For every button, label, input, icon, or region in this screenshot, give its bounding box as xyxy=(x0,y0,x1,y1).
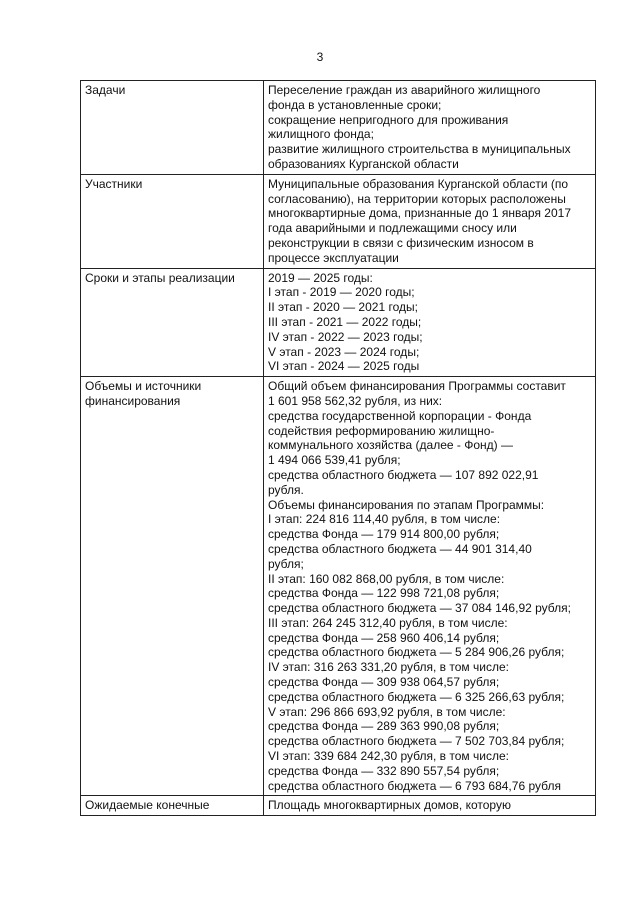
passport-value-line: средства Фонда — 258 960 406,14 рубля; xyxy=(268,630,500,645)
passport-value-line: 2019 — 2025 годы: xyxy=(268,270,373,285)
passport-value-line: V этап: 296 866 693,92 рубля, в том числе: xyxy=(268,704,506,719)
passport-row xyxy=(81,268,596,377)
passport-row xyxy=(81,796,596,816)
passport-row-label: Участники xyxy=(81,174,264,268)
passport-value-line: Муниципальные образования Курганской области (по xyxy=(268,176,569,191)
passport-value-line: многоквартирные дома, признанные до 1 января 2017 xyxy=(268,206,571,221)
passport-value-line: Площадь многоквартирных домов, которую xyxy=(268,798,511,813)
passport-value-line: образованиях Курганской области xyxy=(268,156,459,171)
passport-value-line: II этап - 2020 — 2021 годы; xyxy=(268,300,418,315)
passport-row-value xyxy=(264,796,596,816)
passport-value-line: средства областного бюджета — 44 901 314,40 xyxy=(268,541,532,556)
passport-value-line: средства областного бюджета — 6 325 266,63 рубля; xyxy=(268,689,565,704)
passport-value-line: содействия реформированию жилищно- xyxy=(268,423,495,438)
passport-value-line: Переселение граждан из аварийного жилищного xyxy=(268,83,541,97)
passport-value-line: средства областного бюджета — 37 084 146,92 рубля; xyxy=(268,601,571,616)
passport-value-line: Объемы финансирования по этапам Программы: xyxy=(268,497,545,512)
page-number: 3 xyxy=(316,50,324,64)
passport-value-line: коммунального хозяйства (далее - Фонд) — xyxy=(268,438,513,453)
passport-value-line: средства государственной корпорации - Фонда xyxy=(268,408,532,423)
passport-value-line: средства областного бюджета — 5 284 906,26 рубля; xyxy=(268,645,565,660)
passport-value-line: средства областного бюджета — 7 502 703,84 рубля; xyxy=(268,734,565,749)
passport-value-line: III этап - 2021 — 2022 годы; xyxy=(268,314,422,329)
passport-row-value xyxy=(264,174,596,268)
passport-value-line: II этап: 160 082 868,00 рубля, в том числе: xyxy=(268,571,505,586)
passport-row-label: Сроки и этапы реализации xyxy=(81,268,264,377)
passport-value-line: жилищного фонда; xyxy=(268,127,374,142)
passport-value-line: средства Фонда — 309 938 064,57 рубля; xyxy=(268,675,500,690)
passport-value-line: III этап: 264 245 312,40 рубля, в том числе: xyxy=(268,615,508,630)
passport-value-line: I этап: 224 816 114,40 рубля, в том числе: xyxy=(268,512,501,527)
passport-value-line: V этап - 2023 — 2024 годы; xyxy=(268,344,420,359)
passport-value-line: года аварийными и подлежащими сносу или xyxy=(268,221,517,236)
passport-row-label: Ожидаемые конечные xyxy=(81,796,264,816)
passport-table-body xyxy=(81,81,596,816)
passport-value-line: I этап - 2019 — 2020 годы; xyxy=(268,285,415,300)
passport-row-value xyxy=(264,377,596,796)
passport-value-line: средства Фонда — 289 363 990,08 рубля; xyxy=(268,719,500,734)
program-passport-table xyxy=(80,80,596,816)
passport-value-line: IV этап - 2022 — 2023 годы; xyxy=(268,329,423,344)
passport-value-line: Общий объем финансирования Программы составит xyxy=(268,379,566,394)
passport-row-label: Объемы и источники финансирования xyxy=(81,377,264,796)
passport-value-line: согласованию), на территории которых расположены xyxy=(268,191,566,206)
passport-value-line: фонда в установленные сроки; xyxy=(268,97,442,112)
passport-row-value xyxy=(264,268,596,377)
passport-value-line: VI этап - 2024 — 2025 годы xyxy=(268,359,420,374)
passport-row-label: Задачи xyxy=(81,81,264,175)
passport-value-line: средства Фонда — 332 890 557,54 рубля; xyxy=(268,763,500,778)
passport-value-line: реконструкции в связи с физическим износом в xyxy=(268,235,534,250)
passport-value-line: процессе эксплуатации xyxy=(268,250,399,265)
passport-row xyxy=(81,377,596,796)
passport-value-line: развитие жилищного строительства в муниципальных xyxy=(268,142,571,157)
passport-value-line: 1 494 066 539,41 рубля; xyxy=(268,453,401,468)
passport-value-line: средства Фонда — 122 998 721,08 рубля; xyxy=(268,586,500,601)
passport-value-line: рубля; xyxy=(268,556,304,571)
passport-value-line: 1 601 958 562,32 рубля, из них: xyxy=(268,393,443,408)
passport-row-value xyxy=(264,81,596,175)
passport-value-line: рубля. xyxy=(268,482,304,497)
passport-row xyxy=(81,174,596,268)
passport-value-line: средства областного бюджета — 107 892 022,91 xyxy=(268,467,539,482)
passport-value-line: VI этап: 339 684 242,30 рубля, в том числе: xyxy=(268,749,509,764)
passport-row xyxy=(81,81,596,175)
passport-value-line: IV этап: 316 263 331,20 рубля, в том числе: xyxy=(268,660,509,675)
passport-value-line: сокращение непригодного для проживания xyxy=(268,112,509,127)
passport-value-line: средства Фонда — 179 914 800,00 рубля; xyxy=(268,527,500,542)
passport-value-line: средства областного бюджета — 6 793 684,76 рубля xyxy=(268,778,561,793)
